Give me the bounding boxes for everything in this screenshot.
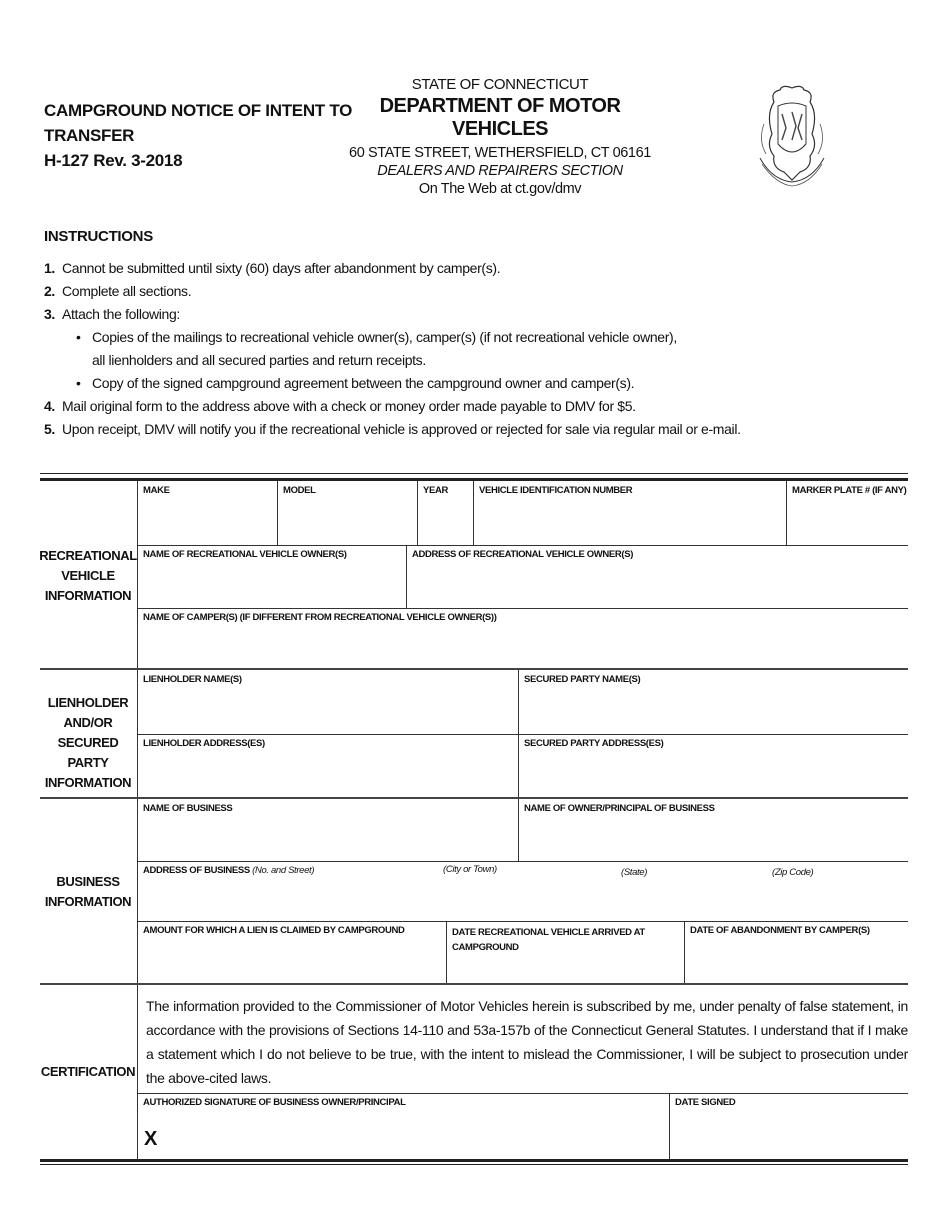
date-signed-field[interactable] <box>669 1093 908 1159</box>
instruction-text: Attach the following: <box>62 306 180 322</box>
instruction-text: Mail original form to the address above with a check or money order made payable to DMV for $5. <box>62 398 636 414</box>
zip-hint: (Zip Code) <box>772 867 814 878</box>
instruction-number: 5. <box>44 421 55 437</box>
field-label: AUTHORIZED SIGNATURE OF BUSINESS OWNER/PRINCIPAL <box>143 1097 406 1108</box>
section-label-business <box>38 872 138 912</box>
instruction-text: Cannot be submitted until sixty (60) days after abandonment by camper(s). <box>62 260 501 276</box>
field-label: VEHICLE IDENTIFICATION NUMBER <box>479 485 633 496</box>
field-label: LIENHOLDER NAME(S) <box>143 674 242 685</box>
field-label: NAME OF CAMPER(S) (IF DIFFERENT FROM RECREATIONAL VEHICLE OWNER(S)) <box>143 612 497 623</box>
vin-field[interactable] <box>473 481 786 545</box>
field-label: SECURED PARTY NAME(S) <box>524 674 641 685</box>
label-line: BUSINESS <box>56 874 120 889</box>
label-line: LIENHOLDER <box>47 695 129 710</box>
arrival-date-field[interactable] <box>446 921 684 983</box>
form-top-rule <box>40 473 908 474</box>
marker-plate-field[interactable] <box>786 481 918 545</box>
owner-principal-field[interactable] <box>518 799 908 861</box>
model-field[interactable] <box>277 481 417 545</box>
signature-field[interactable] <box>137 1093 669 1159</box>
bullet-text: Copies of the mailings to recreational vehicle owner(s), camper(s) (if not recreational vehicle owner), <box>92 329 677 345</box>
instruction-item <box>44 303 914 326</box>
lien-amount-field[interactable] <box>137 921 446 983</box>
instruction-number: 1. <box>44 260 55 276</box>
rv-owner-name-field[interactable] <box>137 545 406 608</box>
label-line: AND/OR <box>63 715 113 730</box>
instruction-number: 3. <box>44 306 55 322</box>
field-label: ADDRESS OF RECREATIONAL VEHICLE OWNER(S) <box>412 549 634 560</box>
state-hint: (State) <box>621 867 648 878</box>
lienholder-address-field[interactable] <box>137 734 518 797</box>
make-field[interactable] <box>137 481 277 545</box>
field-label: MARKER PLATE # (IF ANY) <box>792 485 907 496</box>
department-name: DEPARTMENT OF MOTOR VEHICLES <box>379 95 621 140</box>
field-label: DATE OF ABANDONMENT BY CAMPER(S) <box>690 925 870 936</box>
form-bottom-rule <box>40 1164 908 1165</box>
field-label: DATE RECREATIONAL VEHICLE ARRIVED AT <box>452 927 645 938</box>
instruction-item <box>44 280 914 303</box>
agency-address: 60 STATE STREET, WETHERSFIELD, CT 06161 <box>349 145 651 161</box>
bullet-text: Copy of the signed campground agreement between the campground owner and camper(s). <box>92 375 635 391</box>
form-bottom-rule-thick <box>40 1159 908 1162</box>
field-label: DATE SIGNED <box>675 1097 736 1108</box>
label-line: INFORMATION <box>44 588 132 603</box>
business-name-field[interactable] <box>137 799 518 861</box>
agency-website: On The Web at ct.gov/dmv <box>418 181 582 197</box>
instruction-text: Upon receipt, DMV will notify you if the recreational vehicle is approved or rejected for sale via regular mail or e-mail. <box>62 421 741 437</box>
form-title-line2: TRANSFER <box>44 126 135 145</box>
section-label-lienholder <box>38 693 138 793</box>
label-line: INFORMATION <box>44 775 132 790</box>
field-label: SECURED PARTY ADDRESS(ES) <box>524 738 664 749</box>
field-label: MODEL <box>283 485 316 496</box>
form-title-block <box>44 98 352 173</box>
field-label: NAME OF BUSINESS <box>143 803 233 814</box>
instruction-bullet <box>44 326 914 349</box>
label-line: RECREATIONAL <box>39 548 137 563</box>
instruction-bullet <box>44 372 914 395</box>
signature-mark: X <box>144 1128 158 1150</box>
field-label: ADDRESS OF BUSINESS <box>143 865 250 876</box>
section-label-certification: CERTIFICATION <box>40 1064 136 1079</box>
label-line: INFORMATION <box>44 894 132 909</box>
state-name: STATE OF CONNECTICUT <box>411 76 589 93</box>
instruction-text: Complete all sections. <box>62 283 192 299</box>
secured-party-name-field[interactable] <box>518 670 908 734</box>
instruction-item <box>44 257 914 280</box>
field-label: YEAR <box>423 485 448 496</box>
section-label-recreational-vehicle <box>38 546 138 606</box>
secured-party-address-field[interactable] <box>518 734 908 797</box>
bullet-continuation: all lienholders and all secured parties and return receipts. <box>92 352 426 368</box>
label-line: VEHICLE <box>61 568 115 583</box>
lienholder-name-field[interactable] <box>137 670 518 734</box>
instruction-item <box>44 395 914 418</box>
certification-statement: The information provided to the Commissioner of Motor Vehicles herein is subscribed by me, under penalty of false statement, in accordance with the provisions of Sections 14-110 and 53a-157b of the Connecticut General Statutes. I understand that if I make a statement which I do not believe to be true, with the intent to mislead the Commissioner, I will be subject to prosecution under the above-cited laws. <box>146 998 908 1086</box>
abandonment-date-field[interactable] <box>684 921 908 983</box>
business-address-field[interactable] <box>137 861 908 921</box>
instruction-number: 4. <box>44 398 55 414</box>
form-number: H-127 Rev. 3-2018 <box>44 151 183 170</box>
field-label: NAME OF OWNER/PRINCIPAL OF BUSINESS <box>524 803 715 814</box>
city-hint: (City or Town) <box>443 864 497 875</box>
field-label: AMOUNT FOR WHICH A LIEN IS CLAIMED BY CAMPGROUND <box>143 925 405 936</box>
field-label: NAME OF RECREATIONAL VEHICLE OWNER(S) <box>143 549 347 560</box>
instruction-number: 2. <box>44 283 55 299</box>
instructions <box>44 228 914 441</box>
section-divider <box>40 983 908 985</box>
label-line: SECURED PARTY <box>57 735 119 770</box>
bullet-icon: • <box>76 329 81 345</box>
bullet-icon: • <box>76 375 81 391</box>
form-title-line1: CAMPGROUND NOTICE OF INTENT TO <box>44 101 353 120</box>
agency-section: DEALERS AND REPAIRERS SECTION <box>377 163 623 179</box>
field-label: LIENHOLDER ADDRESS(ES) <box>143 738 265 749</box>
instructions-title: INSTRUCTIONS <box>44 228 153 245</box>
agency-header <box>340 76 660 197</box>
instruction-item <box>44 418 914 441</box>
year-field[interactable] <box>417 481 473 545</box>
camper-name-field[interactable] <box>137 608 908 668</box>
street-hint: (No. and Street) <box>252 865 315 876</box>
state-seal-icon <box>752 84 832 192</box>
field-label: MAKE <box>143 485 170 496</box>
rv-owner-address-field[interactable] <box>406 545 908 608</box>
field-label: CAMPGROUND <box>452 942 519 953</box>
